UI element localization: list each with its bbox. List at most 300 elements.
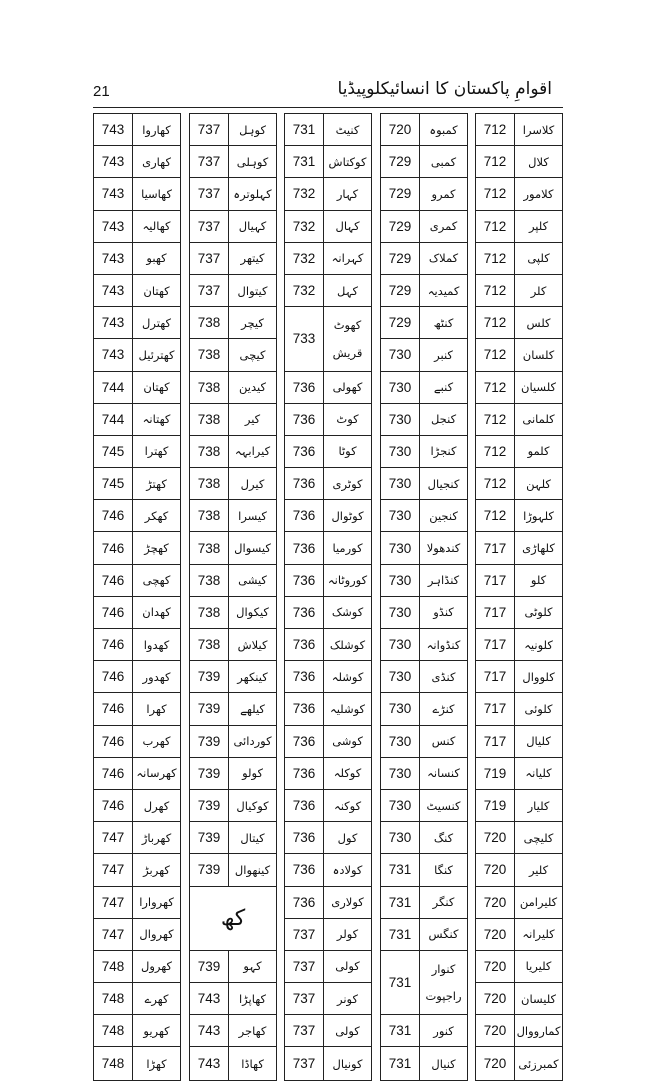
entry-name: کلیریا bbox=[514, 951, 562, 982]
entry-page-number: 712 bbox=[483, 379, 507, 395]
entry-name: کوشک bbox=[323, 597, 371, 628]
table-row bbox=[94, 211, 180, 243]
entry-name: کھچی bbox=[132, 565, 180, 596]
table-row bbox=[190, 597, 276, 629]
table-row bbox=[94, 1047, 180, 1079]
entry-name: کیتوال bbox=[228, 275, 276, 306]
table-row bbox=[94, 372, 180, 404]
entry-page-number: 730 bbox=[388, 379, 412, 395]
entry-name: کھرب bbox=[132, 726, 180, 757]
table-row bbox=[381, 500, 467, 532]
entry-name: کہیال bbox=[228, 211, 276, 242]
entry-page-number: 730 bbox=[388, 701, 412, 717]
entry-page-number: 746 bbox=[101, 701, 125, 717]
entry-name: کنسانہ bbox=[419, 758, 467, 789]
entry-page-number: 743 bbox=[101, 186, 125, 202]
entry-name: کھاڈا bbox=[228, 1047, 276, 1079]
entry-page-number: 712 bbox=[483, 347, 507, 363]
entry-name: کھتانہ bbox=[132, 404, 180, 435]
entry-name: کملاک bbox=[419, 243, 467, 274]
entry-page-number: 743 bbox=[101, 154, 125, 170]
entry-page-number: 730 bbox=[388, 540, 412, 556]
table-row bbox=[381, 854, 467, 886]
entry-name: کیتال bbox=[228, 822, 276, 853]
table-row bbox=[285, 887, 371, 919]
entry-page-number: 744 bbox=[101, 411, 125, 427]
entry-name: کلاسرا bbox=[514, 114, 562, 145]
entry-page-number: 730 bbox=[388, 830, 412, 846]
entry-page-number: 738 bbox=[197, 637, 221, 653]
entry-name: کھرا bbox=[132, 693, 180, 724]
entry-name: کوشلک bbox=[323, 629, 371, 660]
entry-page-number: 738 bbox=[197, 443, 221, 459]
table-row bbox=[190, 275, 276, 307]
table-row bbox=[285, 565, 371, 597]
entry-name: کھکر bbox=[132, 500, 180, 531]
table-row bbox=[94, 307, 180, 339]
index-column-5 bbox=[93, 113, 181, 1081]
entry-name: کورمیا bbox=[323, 532, 371, 563]
entry-page-number: 737 bbox=[197, 186, 221, 202]
table-row bbox=[190, 211, 276, 243]
entry-page-number: 746 bbox=[101, 765, 125, 781]
table-row bbox=[190, 243, 276, 275]
entry-page-number: 717 bbox=[483, 637, 507, 653]
entry-name: کینھوال bbox=[228, 854, 276, 885]
entry-page-number: 732 bbox=[292, 283, 316, 299]
entry-name: کینکھر bbox=[228, 661, 276, 692]
table-row bbox=[381, 404, 467, 436]
entry-name: کمیدیہ bbox=[419, 275, 467, 306]
entry-name: کیتھر bbox=[228, 243, 276, 274]
table-row bbox=[476, 404, 562, 436]
entry-page-number: 731 bbox=[292, 122, 316, 138]
table-row bbox=[285, 275, 371, 307]
entry-name: کندھولا bbox=[419, 532, 467, 563]
entry-name-line: قریش bbox=[332, 345, 363, 360]
table-row bbox=[94, 758, 180, 790]
table-row bbox=[381, 1047, 467, 1079]
page-number: 21 bbox=[93, 83, 110, 100]
table-row bbox=[381, 275, 467, 307]
entry-name: کولادہ bbox=[323, 854, 371, 885]
entry-page-number: 736 bbox=[292, 830, 316, 846]
entry-page-number: 730 bbox=[388, 508, 412, 524]
entry-page-number: 739 bbox=[197, 862, 221, 878]
entry-name: کھاروا bbox=[132, 114, 180, 145]
entry-name: کوٹری bbox=[323, 468, 371, 499]
entry-page-number: 729 bbox=[388, 154, 412, 170]
entry-page-number: 743 bbox=[101, 283, 125, 299]
entry-page-number: 738 bbox=[197, 604, 221, 620]
entry-name: کہرانہ bbox=[323, 243, 371, 274]
table-row bbox=[190, 790, 276, 822]
entry-page-number: 730 bbox=[388, 443, 412, 459]
entry-name: کنگ bbox=[419, 822, 467, 853]
index-column-4 bbox=[189, 113, 277, 1081]
entry-page-number: 717 bbox=[483, 572, 507, 588]
table-row bbox=[94, 661, 180, 693]
table-row bbox=[285, 758, 371, 790]
entry-name: کلمو bbox=[514, 436, 562, 467]
entry-page-number: 720 bbox=[388, 122, 412, 138]
entry-page-number: 736 bbox=[292, 540, 316, 556]
entry-name: کمرو bbox=[419, 178, 467, 209]
table-row bbox=[190, 468, 276, 500]
table-row bbox=[381, 951, 467, 1015]
entry-page-number: 736 bbox=[292, 669, 316, 685]
entry-name: کنٹھ bbox=[419, 307, 467, 338]
table-row bbox=[190, 114, 276, 146]
table-row bbox=[190, 565, 276, 597]
entry-name: کہو bbox=[228, 951, 276, 982]
entry-page-number: 746 bbox=[101, 798, 125, 814]
entry-name: کھترل bbox=[132, 307, 180, 338]
section-letter: کھ bbox=[190, 887, 276, 951]
table-row bbox=[381, 436, 467, 468]
entry-name: کنیال bbox=[419, 1047, 467, 1079]
index-column-1 bbox=[475, 113, 563, 1081]
table-row bbox=[381, 211, 467, 243]
index-column-3 bbox=[284, 113, 372, 1081]
entry-name: کھاجر bbox=[228, 1015, 276, 1046]
entry-name: کلووال bbox=[514, 661, 562, 692]
entry-page-number: 736 bbox=[292, 379, 316, 395]
entry-name: کیسرا bbox=[228, 500, 276, 531]
entry-name: کھڑا bbox=[132, 1047, 180, 1079]
table-row bbox=[285, 532, 371, 564]
table-row bbox=[285, 854, 371, 886]
table-row bbox=[94, 597, 180, 629]
entry-name: کلیار bbox=[514, 790, 562, 821]
entry-page-number: 712 bbox=[483, 186, 507, 202]
entry-name: کیدین bbox=[228, 372, 276, 403]
table-row bbox=[190, 307, 276, 339]
table-row bbox=[94, 693, 180, 725]
entry-page-number: 736 bbox=[292, 894, 316, 910]
entry-page-number: 743 bbox=[197, 991, 221, 1007]
entry-name: کیرل bbox=[228, 468, 276, 499]
table-row bbox=[381, 661, 467, 693]
entry-name: کیکوال bbox=[228, 597, 276, 628]
entry-page-number: 720 bbox=[483, 991, 507, 1007]
entry-name: کنگا bbox=[419, 854, 467, 885]
table-row bbox=[285, 372, 371, 404]
entry-name: کھچڑ bbox=[132, 532, 180, 563]
table-row bbox=[190, 372, 276, 404]
table-row bbox=[94, 951, 180, 983]
table-row bbox=[476, 822, 562, 854]
entry-page-number: 720 bbox=[483, 926, 507, 942]
table-row bbox=[476, 565, 562, 597]
table-row bbox=[476, 275, 562, 307]
entry-page-number: 744 bbox=[101, 379, 125, 395]
entry-page-number: 729 bbox=[388, 315, 412, 331]
entry-page-number: 739 bbox=[197, 701, 221, 717]
table-row bbox=[381, 178, 467, 210]
entry-name-line: راجپوت bbox=[425, 989, 462, 1004]
table-row bbox=[381, 468, 467, 500]
table-row bbox=[94, 983, 180, 1015]
entry-name: کوکتاش bbox=[323, 146, 371, 177]
entry-name: کھدان bbox=[132, 597, 180, 628]
entry-name: کونیال bbox=[323, 1047, 371, 1079]
entry-name: کہال bbox=[323, 211, 371, 242]
entry-page-number: 712 bbox=[483, 250, 507, 266]
entry-page-number: 733 bbox=[292, 331, 316, 347]
entry-page-number: 717 bbox=[483, 669, 507, 685]
entry-name-line: کنوار bbox=[431, 961, 456, 976]
entry-name: کیچر bbox=[228, 307, 276, 338]
entry-name: کھدور bbox=[132, 661, 180, 692]
entry-page-number: 720 bbox=[483, 894, 507, 910]
entry-name: کنڑے bbox=[419, 693, 467, 724]
entry-name: کلپی bbox=[514, 243, 562, 274]
entry-page-number: 712 bbox=[483, 508, 507, 524]
entry-page-number: 737 bbox=[292, 991, 316, 1007]
entry-name: کیلھے bbox=[228, 693, 276, 724]
entry-name: کنجڑا bbox=[419, 436, 467, 467]
entry-name: کھروال bbox=[132, 919, 180, 950]
table-row bbox=[476, 114, 562, 146]
table-row bbox=[381, 597, 467, 629]
table-row bbox=[285, 1047, 371, 1079]
entry-name: کنڈی bbox=[419, 661, 467, 692]
entry-page-number: 720 bbox=[483, 1056, 507, 1072]
entry-name: کھبو bbox=[132, 243, 180, 274]
table-row bbox=[476, 532, 562, 564]
table-row bbox=[190, 500, 276, 532]
entry-page-number: 746 bbox=[101, 540, 125, 556]
table-row bbox=[94, 243, 180, 275]
table-row bbox=[476, 178, 562, 210]
entry-name: کیرابہہ bbox=[228, 436, 276, 467]
entry-page-number: 743 bbox=[101, 122, 125, 138]
entry-name: کمبوہ bbox=[419, 114, 467, 145]
table-row bbox=[285, 211, 371, 243]
table-row bbox=[190, 532, 276, 564]
entry-page-number: 729 bbox=[388, 218, 412, 234]
entry-name-line: کھوٹ bbox=[333, 317, 362, 332]
entry-page-number: 736 bbox=[292, 476, 316, 492]
entry-page-number: 737 bbox=[292, 958, 316, 974]
table-row bbox=[476, 661, 562, 693]
table-row bbox=[94, 146, 180, 178]
entry-name: کوہل bbox=[228, 114, 276, 145]
entry-page-number: 737 bbox=[197, 218, 221, 234]
table-row bbox=[476, 726, 562, 758]
table-row bbox=[285, 983, 371, 1015]
entry-page-number: 731 bbox=[388, 862, 412, 878]
entry-page-number: 730 bbox=[388, 572, 412, 588]
entry-page-number: 730 bbox=[388, 637, 412, 653]
entry-page-number: 743 bbox=[101, 347, 125, 363]
entry-name: کوکیال bbox=[228, 790, 276, 821]
entry-page-number: 739 bbox=[197, 765, 221, 781]
entry-page-number: 739 bbox=[197, 669, 221, 685]
table-row bbox=[381, 372, 467, 404]
table-row bbox=[190, 758, 276, 790]
table-row bbox=[476, 887, 562, 919]
entry-page-number: 736 bbox=[292, 443, 316, 459]
entry-page-number: 747 bbox=[101, 926, 125, 942]
entry-name: کلوئی bbox=[514, 693, 562, 724]
table-row bbox=[190, 726, 276, 758]
entry-name: کھتان bbox=[132, 372, 180, 403]
entry-page-number: 736 bbox=[292, 572, 316, 588]
entry-name: کلسیان bbox=[514, 372, 562, 403]
entry-page-number: 717 bbox=[483, 733, 507, 749]
table-row bbox=[285, 919, 371, 951]
table-row bbox=[381, 146, 467, 178]
entry-name: کلال bbox=[514, 146, 562, 177]
entry-page-number: 731 bbox=[388, 1023, 412, 1039]
table-row bbox=[476, 983, 562, 1015]
entry-name: کھرل bbox=[132, 790, 180, 821]
entry-name: کھرے bbox=[132, 983, 180, 1014]
entry-name: کلو bbox=[514, 565, 562, 596]
entry-name: کنڈو bbox=[419, 597, 467, 628]
entry-page-number: 736 bbox=[292, 411, 316, 427]
entry-name: کوشلہ bbox=[323, 661, 371, 692]
entry-name: کلر bbox=[514, 275, 562, 306]
entry-page-number: 731 bbox=[388, 1056, 412, 1072]
table-row bbox=[381, 758, 467, 790]
entry-page-number: 736 bbox=[292, 798, 316, 814]
entry-name: کھربڑ bbox=[132, 854, 180, 885]
table-row bbox=[381, 243, 467, 275]
entry-name: کوکلہ bbox=[323, 758, 371, 789]
table-row bbox=[285, 951, 371, 983]
entry-name: کلھاڑی bbox=[514, 532, 562, 563]
entry-name: کوکنہ bbox=[323, 790, 371, 821]
table-row bbox=[476, 468, 562, 500]
table-row bbox=[381, 532, 467, 564]
entry-page-number: 743 bbox=[101, 315, 125, 331]
entry-page-number: 717 bbox=[483, 540, 507, 556]
table-row bbox=[94, 114, 180, 146]
entry-page-number: 717 bbox=[483, 604, 507, 620]
entry-page-number: 730 bbox=[388, 604, 412, 620]
entry-page-number: 736 bbox=[292, 733, 316, 749]
entry-page-number: 738 bbox=[197, 411, 221, 427]
entry-page-number: 732 bbox=[292, 250, 316, 266]
entry-name: کنجیال bbox=[419, 468, 467, 499]
table-row bbox=[285, 178, 371, 210]
entry-name: کلیر bbox=[514, 854, 562, 885]
table-row bbox=[94, 629, 180, 661]
entry-page-number: 745 bbox=[101, 443, 125, 459]
table-row bbox=[381, 822, 467, 854]
entry-name bbox=[419, 951, 467, 1014]
entry-page-number: 712 bbox=[483, 315, 507, 331]
entry-page-number: 746 bbox=[101, 733, 125, 749]
entry-page-number: 738 bbox=[197, 508, 221, 524]
header-rule bbox=[93, 107, 563, 108]
table-row bbox=[381, 565, 467, 597]
table-row bbox=[94, 1015, 180, 1047]
entry-name: کھتڑ bbox=[132, 468, 180, 499]
entry-page-number: 739 bbox=[197, 733, 221, 749]
entry-page-number: 720 bbox=[483, 1023, 507, 1039]
entry-name: کنڈاہر bbox=[419, 565, 467, 596]
table-row bbox=[285, 404, 371, 436]
table-row bbox=[285, 307, 371, 371]
entry-name: کوٹ bbox=[323, 404, 371, 435]
entry-page-number: 731 bbox=[292, 154, 316, 170]
entry-page-number: 712 bbox=[483, 122, 507, 138]
entry-page-number: 712 bbox=[483, 476, 507, 492]
entry-page-number: 712 bbox=[483, 283, 507, 299]
entry-page-number: 731 bbox=[388, 975, 412, 991]
entry-name: کمبی bbox=[419, 146, 467, 177]
entry-name: کھروارا bbox=[132, 887, 180, 918]
entry-page-number: 730 bbox=[388, 798, 412, 814]
entry-name: کلیال bbox=[514, 726, 562, 757]
entry-page-number: 731 bbox=[388, 926, 412, 942]
entry-name: کنسیٹ bbox=[419, 790, 467, 821]
entry-page-number: 712 bbox=[483, 443, 507, 459]
entry-page-number: 736 bbox=[292, 765, 316, 781]
entry-page-number: 736 bbox=[292, 701, 316, 717]
table-row bbox=[94, 822, 180, 854]
table-row bbox=[94, 887, 180, 919]
table-row bbox=[190, 983, 276, 1015]
table-row bbox=[476, 951, 562, 983]
entry-name: کولر bbox=[323, 919, 371, 950]
entry-page-number: 730 bbox=[388, 347, 412, 363]
entry-name: کنبے bbox=[419, 372, 467, 403]
table-row bbox=[381, 790, 467, 822]
entry-page-number: 712 bbox=[483, 411, 507, 427]
entry-name: کنس bbox=[419, 726, 467, 757]
table-row bbox=[94, 854, 180, 886]
entry-page-number: 746 bbox=[101, 508, 125, 524]
entry-page-number: 720 bbox=[483, 958, 507, 974]
table-row bbox=[381, 1015, 467, 1047]
table-row bbox=[94, 565, 180, 597]
entry-page-number: 736 bbox=[292, 508, 316, 524]
entry-page-number: 746 bbox=[101, 637, 125, 653]
table-row bbox=[285, 726, 371, 758]
table-row bbox=[190, 661, 276, 693]
entry-page-number: 737 bbox=[292, 1056, 316, 1072]
table-row bbox=[190, 1047, 276, 1079]
entry-page-number: 738 bbox=[197, 540, 221, 556]
entry-page-number: 719 bbox=[483, 798, 507, 814]
entry-name: کنبر bbox=[419, 339, 467, 370]
entry-name: کھولی bbox=[323, 372, 371, 403]
table-row bbox=[190, 629, 276, 661]
entry-page-number: 748 bbox=[101, 991, 125, 1007]
entry-name: کلسان bbox=[514, 339, 562, 370]
entry-page-number: 736 bbox=[292, 604, 316, 620]
entry-name: کوہلی bbox=[228, 146, 276, 177]
entry-name: کھالیہ bbox=[132, 211, 180, 242]
entry-name: کہل bbox=[323, 275, 371, 306]
entry-page-number: 739 bbox=[197, 798, 221, 814]
table-row bbox=[476, 372, 562, 404]
entry-name: کمری bbox=[419, 211, 467, 242]
entry-name: کنجین bbox=[419, 500, 467, 531]
entry-name: کنڈوانہ bbox=[419, 629, 467, 660]
entry-page-number: 743 bbox=[197, 1023, 221, 1039]
table-row bbox=[476, 146, 562, 178]
table-row bbox=[285, 146, 371, 178]
entry-page-number: 747 bbox=[101, 830, 125, 846]
table-row bbox=[94, 919, 180, 951]
table-row bbox=[190, 436, 276, 468]
